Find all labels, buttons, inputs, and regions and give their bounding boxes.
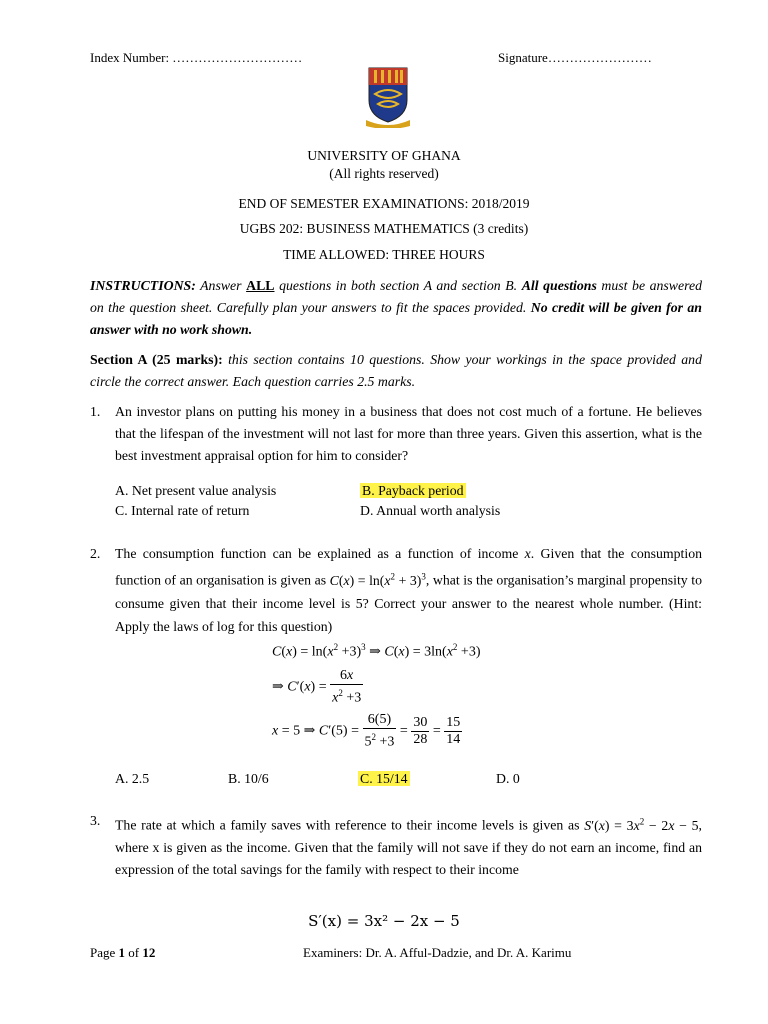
working-line-2: ⇒ C′(x) = $\frac{6x}{x^2 +3}$: [272, 668, 362, 706]
q2-option-a[interactable]: A. 2.5: [115, 771, 150, 786]
q2-option-c[interactable]: [358, 771, 410, 787]
course-title: UGBS 202: BUSINESS MATHEMATICS (3 credits): [239, 221, 529, 236]
question-text-part: . Given that the consumption function of an organisation is given as: [115, 546, 703, 588]
section-a-text: this section contains 10 questions. Show your workings in the space provided and circle the correct answer. Each question carries 2.5 marks.: [90, 352, 702, 389]
question-text-part: The consumption function can be explained as a function of income: [115, 546, 519, 561]
section-a-header: [90, 349, 702, 393]
time-allowed: TIME ALLOWED: THREE HOURS: [283, 247, 485, 262]
university-crest-logo: [366, 66, 410, 128]
instructions-text: must be answered on the question sheet. Carefully plan your answers to fit the spaces provided.: [90, 278, 703, 315]
section-a-label: Section A (25 marks):: [90, 352, 223, 367]
question-number: 1.: [90, 404, 101, 419]
no-credit-emphasis: No credit will be given for an answer with no work shown.: [90, 300, 702, 337]
page-label: Page: [90, 945, 116, 960]
math-variable: x: [524, 546, 531, 561]
question-text-part: , what is the organisation’s marginal propensity to consume given that their income level is 5? Correct your answer to the nearest whole number. (Hint: Apply the laws of log for this question): [115, 572, 702, 634]
page-indicator: [90, 945, 155, 961]
savings-rate-formula: $S'(x) = 3x^2 - 2x - 5$: [584, 816, 699, 833]
signature-field: Signature……………………: [498, 50, 652, 65]
q1-option-d[interactable]: D. Annual worth analysis: [360, 503, 501, 518]
exam-title: END OF SEMESTER EXAMINATIONS: 2018/2019: [238, 196, 530, 211]
university-name: UNIVERSITY OF GHANA: [307, 148, 461, 163]
rights-notice: (All rights reserved): [329, 166, 439, 181]
examiners: Examiners: Dr. A. Afful-Dadzie, and Dr. A. Karimu: [303, 945, 572, 960]
consumption-function-formula: $C(x) = \ln(x^2 + 3)^3$: [329, 571, 426, 588]
all-questions-emphasis: All questions: [521, 278, 597, 293]
question-text-part: , where x is given as the income. Given that the family will not save if they do not earn an income, find an expression of the total savings for the family with respect to their income: [115, 817, 702, 877]
question-2: [90, 542, 702, 638]
all-emphasis: ALL: [246, 278, 275, 293]
page-of: of: [128, 945, 140, 960]
working-line-3: x = 5 ⇒ C′(5) = $\frac{6(5)}{5^2 +3}$ = $\frac{30}{28}$ = $\frac{15}{14}$: [272, 712, 461, 750]
page-total: 12: [142, 945, 156, 960]
instructions-label: INSTRUCTIONS:: [90, 278, 196, 293]
q1-option-b[interactable]: [360, 483, 466, 499]
question-1: [90, 401, 702, 467]
instructions: [90, 275, 702, 341]
question-text-part: The rate at which a family saves with reference to their income levels is given as: [115, 817, 580, 833]
answer-highlight: C. 15/14: [360, 771, 408, 786]
q2-option-b[interactable]: B. 10/6: [228, 771, 269, 786]
question-3: [90, 810, 702, 881]
q1-option-c[interactable]: C. Internal rate of return: [115, 503, 250, 518]
q2-option-d[interactable]: D. 0: [496, 771, 520, 786]
question-text: [115, 542, 702, 638]
q1-option-a[interactable]: A. Net present value analysis: [115, 483, 277, 498]
page-number: 1: [118, 945, 126, 960]
answer-highlight: B. Payback period: [362, 483, 464, 498]
instructions-text: Answer: [200, 278, 242, 293]
question-text: An investor plans on putting his money in a business that does not cost much of a fortune. He believes that the lifespan of the investment will not last for more than three years. Given this assertion, what is the best investment appraisal option for him to consider?: [115, 404, 702, 463]
question-number: 3.: [90, 813, 101, 828]
working-line-1: $C(x) = \ln(x^2 +3)^3$ ⇒ $C(x) = 3\ln(x^2 +3)$: [272, 642, 481, 660]
index-number-field: Index Number: …………………………: [90, 50, 303, 65]
question-number: 2.: [90, 546, 101, 561]
instructions-text: questions in both section A and section B.: [279, 278, 518, 293]
question-text: [115, 810, 702, 881]
savings-formula-display: S′(x) = 3x² − 2x − 5: [308, 912, 460, 930]
